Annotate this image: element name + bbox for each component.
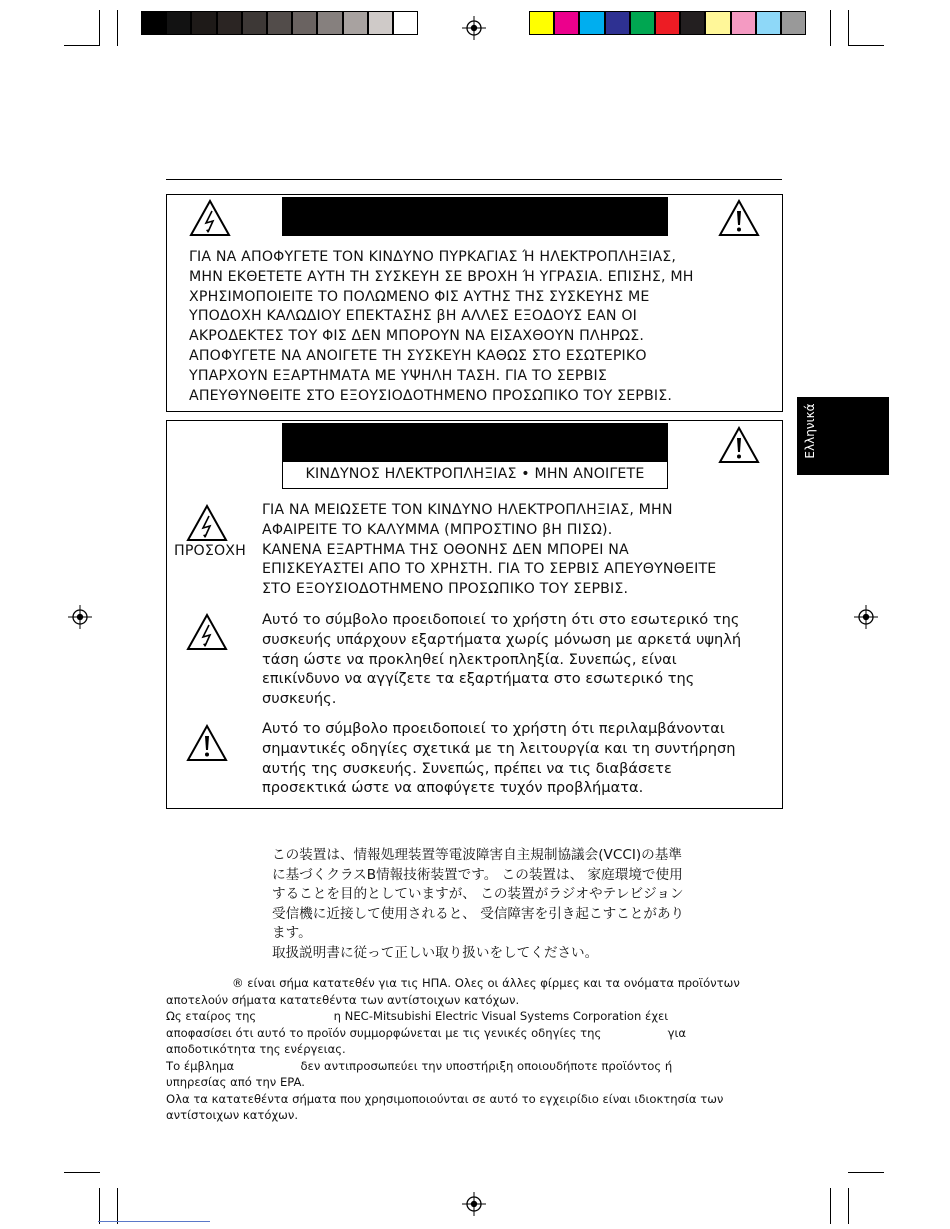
voltage-line: επικίνδυνο να αγγίζετε τα εξαρτήματα στο εσωτερικό της xyxy=(262,670,695,688)
language-tab-label: Ελληνικά xyxy=(803,403,817,459)
attention-symbol-text xyxy=(262,719,777,798)
attention-line: Αυτό το σύμβολο προειδοποιεί το χρήστη ότι περιλαμβάνονται xyxy=(262,720,725,737)
warning-line: ΥΠΑΡΧΟΥΝ ΕΞΑΡΤΗΜΑΤΑ ΜΕ ΥΨΗΛΗ ΤΑΣΗ. ΓΙΑ ΤΟ ΣΕΡΒΙΣ xyxy=(189,367,607,384)
exclamation-icon xyxy=(718,199,760,237)
warning-text xyxy=(189,248,769,406)
color-swatch xyxy=(166,11,191,35)
warning-line: ΧΡΗΣΙΜΟΠΟΙΕΙΤΕ ΤΟ ΠΟΛΩΜΕΝΟ ΦΙΣ ΑΥΤΗΣ ΤΗΣ ΣΥΣΚΕΥΗΣ ΜΕ xyxy=(189,288,650,305)
vcci-line: 取扱説明書に従って正しい取り扱いをしてください。 xyxy=(272,944,599,961)
registration-mark-bottom xyxy=(462,1192,486,1216)
footer-note-line: ® είναι σήμα κατατεθέν για τις ΗΠΑ. Ολες οι άλλες φίρμες και τα ονόματα προϊόντων xyxy=(232,976,740,990)
registration-mark-left xyxy=(68,605,92,629)
warning-line: ΥΠΟΔΟΧΗ ΚΑΛΩΔΙΟΥ ΕΠΕΚΤΑΣΗΣ βΗ ΑΛΛΕΣ ΕΞΟΔΟΥΣ ΕΑΝ ΟΙ xyxy=(189,308,637,325)
color-swatch xyxy=(242,11,267,35)
warning-line: ΑΠΕΥΘΥΝΘΕΙΤΕ ΣΤΟ ΕΞΟΥΣΙΟΔΟΤΗΜΕΝΟ ΠΡΟΣΩΠΙΚΟ ΤΟΥ ΣΕΡΒΙΣ. xyxy=(189,387,673,404)
voltage-line: συσκευής υπάρχουν εξαρτήματα χωρίς μόνωση με αρκετά υψηλή xyxy=(262,630,742,648)
color-swatch xyxy=(680,11,705,35)
caution-line: ΚΑΝΕΝΑ ΕΞΑΡΤΗΜΑ ΤΗΣ ΟΘΟΝΗΣ ΔΕΝ ΜΠΟΡΕΙ ΝΑ xyxy=(262,541,629,558)
footer-note-line: Το έμβλημα δεν αντιπροσωπεύει την υποστήριξη οποιουδήποτε προϊόντος ή xyxy=(166,1058,673,1073)
color-swatch xyxy=(141,11,166,35)
caution-label: ΠΡΟΣΟΧΗ xyxy=(174,543,246,559)
caution-line: ΑΦΑΙΡΕΙΤΕ ΤΟ ΚΑΛΥΜΜΑ (ΜΠΡΟΣΤΙΝΟ βΗ ΠΙΣΩ). xyxy=(262,521,613,538)
color-swatch xyxy=(529,11,554,35)
vcci-notice xyxy=(272,846,742,964)
color-swatch xyxy=(579,11,604,35)
vcci-line: することを目的としていますが、 この装置がラジオやテレビジョン xyxy=(272,886,684,903)
attention-line: προσεκτικά ώστε να αποφύγετε τυχόν προβλήματα. xyxy=(262,779,644,797)
color-swatch xyxy=(267,11,292,35)
color-swatch xyxy=(605,11,630,35)
color-swatch xyxy=(731,11,756,35)
color-swatch xyxy=(191,11,216,35)
color-swatch xyxy=(781,11,806,35)
warning-line: ΑΚΡΟΔΕΚΤΕΣ ΤΟΥ ΦΙΣ ΔΕΝ ΜΠΟΡΟΥΝ ΝΑ ΕΙΣΑΧΘΟΥΝ ΠΛΗΡΩΣ. xyxy=(189,328,645,345)
footer-note-line: Ως εταίρος της η NEC-Mitsubishi Electric Visual Systems Corporation έχει xyxy=(166,1009,669,1023)
caution-line: ΣΤΟ ΕΞΟΥΣΙΟΔΟΤΗΜΕΝΟ ΠΡΟΣΩΠΙΚΟ ΤΟΥ ΣΕΡΒΙΣ. xyxy=(262,581,629,598)
voltage-symbol-text xyxy=(262,610,777,709)
color-swatch xyxy=(343,11,368,35)
warning-header-bar xyxy=(282,197,668,236)
footer-note-line: αποφασίσει ότι αυτό το προϊόν συμμορφώνεται με τις γενικές οδηγίες της για xyxy=(166,1025,687,1040)
caution-line: ΓΙΑ ΝΑ ΜΕΙΩΣΕΤΕ ΤΟΝ ΚΙΝΔΥΝΟ ΗΛΕΚΤΡΟΠΛΗΞΙΑΣ, ΜΗΝ xyxy=(262,502,673,518)
attention-line: αυτής της συσκευής. Συνεπώς, πρέπει να τις διαβάσετε xyxy=(262,759,672,777)
voltage-line: συσκευής. xyxy=(262,690,337,708)
top-rule xyxy=(166,179,782,180)
attention-line: σημαντικές οδηγίες σχετικά με τη λειτουργία και τη συντήρηση xyxy=(262,739,736,757)
color-swatch xyxy=(217,11,242,35)
voltage-line: τάση ώστε να προκληθεί ηλεκτροπληξία. Συνεπώς, είναι xyxy=(262,650,677,668)
vcci-line: この装置は、情報処理装置等電波障害自主規制協議会(VCCI)の基準 xyxy=(272,847,682,863)
warning-line: ΜΗΝ ΕΚΘΕΤΕΤΕ ΑΥΤΗ ΤΗ ΣΥΣΚΕΥΗ ΣΕ ΒΡΟΧΗ Ή ΥΓΡΑΣΙΑ. ΕΠΙΣΗΣ, ΜΗ xyxy=(189,268,694,285)
electric-shock-icon xyxy=(186,504,228,542)
vcci-line: 受信機に近接して使用されると、 受信障害を引き起こすことがあり xyxy=(272,905,685,922)
color-swatch xyxy=(292,11,317,35)
caution-text xyxy=(262,501,777,600)
warning-line: ΓΙΑ ΝΑ ΑΠΟΦΥΓΕΤΕ ΤΟΝ ΚΙΝΔΥΝΟ ΠΥΡΚΑΓΙΑΣ Ή ΗΛΕΚΤΡΟΠΛΗΞΙΑΣ, xyxy=(189,249,677,265)
exclamation-icon xyxy=(718,426,760,464)
exclamation-icon xyxy=(186,724,228,762)
footer-note-line: υπηρεσίας από την EPA. xyxy=(166,1075,305,1089)
color-swatch xyxy=(705,11,730,35)
color-swatch xyxy=(368,11,393,35)
color-swatch xyxy=(554,11,579,35)
warning-line: ΑΠΟΦΥΓΕΤΕ ΝΑ ΑΝΟΙΓΕΤΕ ΤΗ ΣΥΣΚΕΥΗ ΚΑΘΩΣ ΣΤΟ ΕΣΩΤΕΡΙΚΟ xyxy=(189,347,647,364)
voltage-line: Αυτό το σύμβολο προειδοποιεί το χρήστη ότι στο εσωτερικό της xyxy=(262,611,740,628)
electric-shock-icon xyxy=(189,199,231,237)
electric-shock-icon xyxy=(186,613,228,651)
vcci-line: ます。 xyxy=(272,925,312,942)
color-swatch xyxy=(655,11,680,35)
caution-header-bar xyxy=(282,423,668,462)
footer-note-line: Ολα τα κατατεθέντα σήματα που χρησιμοποιούνται σε αυτό το εγχειρίδιο είναι ιδιοκτησία των xyxy=(166,1091,724,1106)
registration-mark-right xyxy=(854,605,878,629)
color-swatch xyxy=(317,11,342,35)
color-swatch xyxy=(756,11,781,35)
color-swatch xyxy=(393,11,418,35)
caution-subheader: ΚΙΝΔΥΝΟΣ ΗΛΕΚΤΡΟΠΛΗΞΙΑΣ • ΜΗΝ ΑΝΟΙΓΕΤΕ xyxy=(305,466,645,482)
registration-mark-top xyxy=(462,16,486,40)
footer-note-line: αποτελούν σήματα κατατεθέντα των αντίστοιχων κατόχων. xyxy=(166,992,520,1007)
vcci-line: に基づくクラスB情報技術装置です。 この装置は、 家庭環境で使用 xyxy=(272,866,683,883)
caution-line: ΕΠΙΣΚΕΥΑΣΤΕΙ ΑΠΟ ΤΟ ΧΡΗΣΤΗ. ΓΙΑ ΤΟ ΣΕΡΒΙΣ ΑΠΕΥΘΥΝΘΕΙΤΕ xyxy=(262,561,717,578)
footer-note-line: αποδοτικότητα της ενέργειας. xyxy=(166,1042,346,1056)
footer-note-line: αντίστοιχων κατόχων. xyxy=(166,1108,299,1122)
color-swatch xyxy=(630,11,655,35)
